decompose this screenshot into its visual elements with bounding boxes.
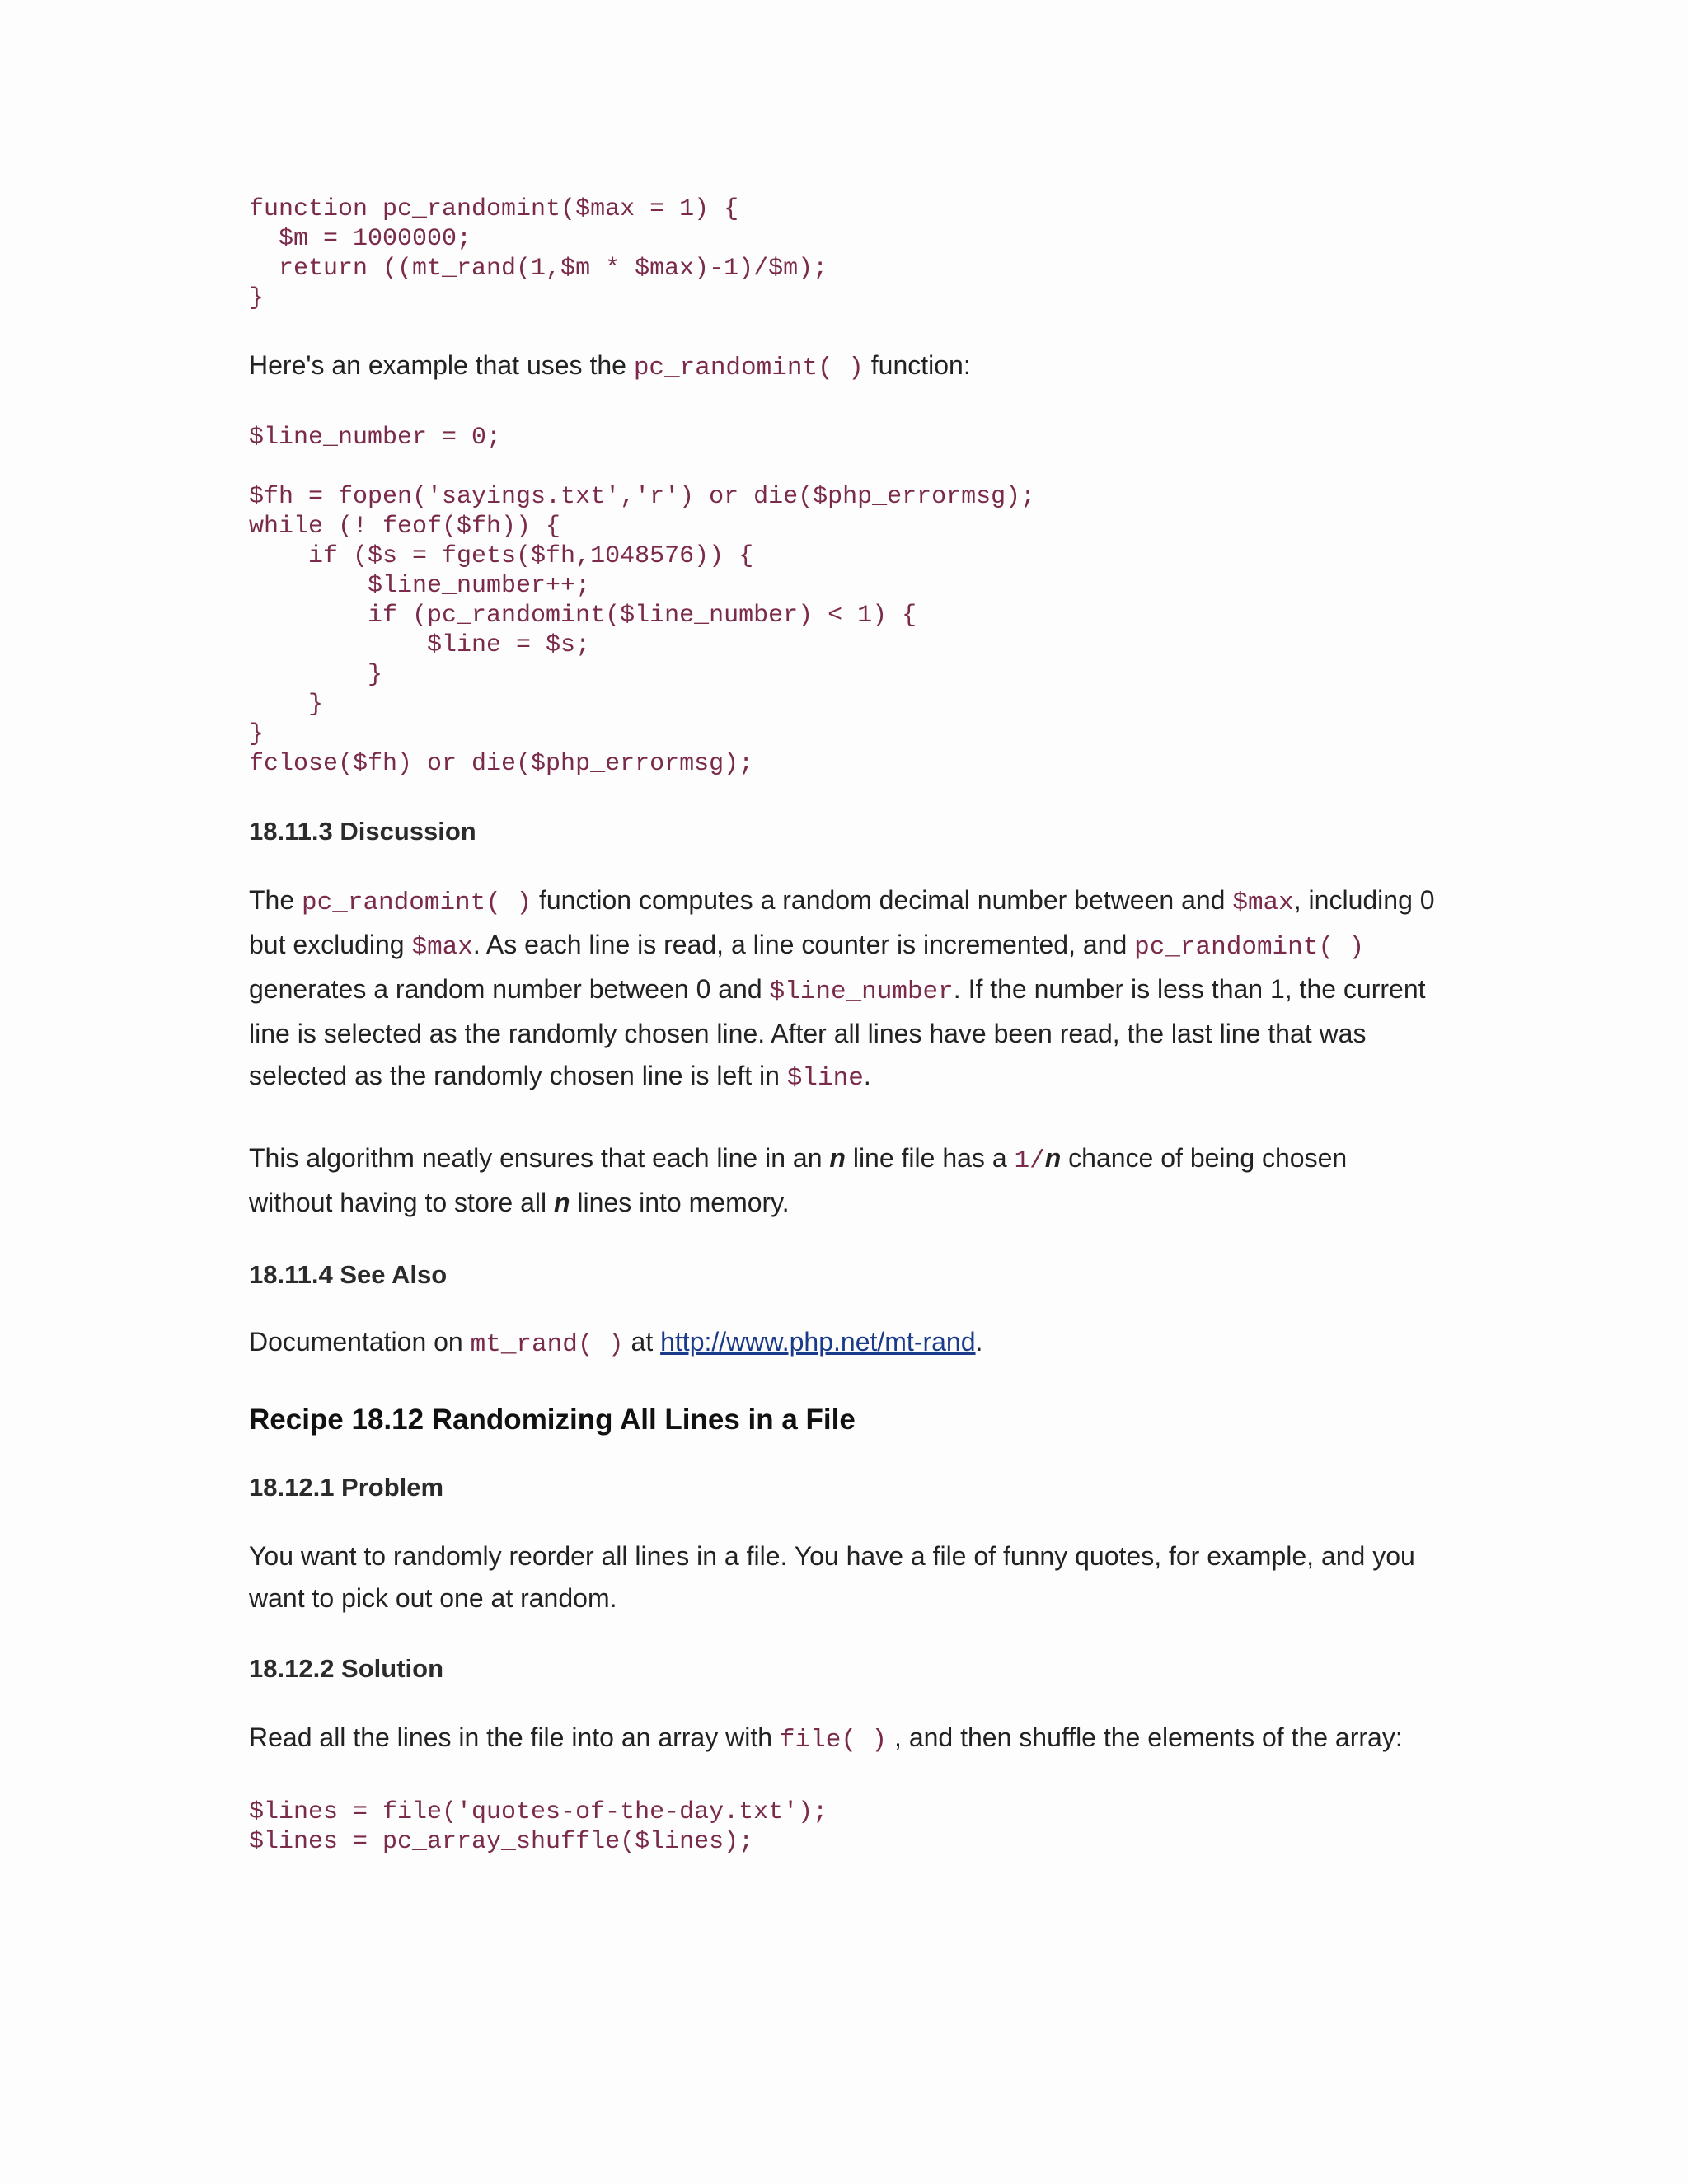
code-line: } — [249, 720, 265, 748]
code-line: $fh = fopen('sayings.txt','r') or die($php_errormsg); — [249, 483, 1036, 511]
code-line: } — [249, 284, 265, 312]
inline-code: $line_number — [769, 977, 954, 1006]
document-page — [249, 194, 1436, 1857]
code-block-randomint — [249, 194, 1436, 313]
recipe-title: Recipe 18.12 Randomizing All Lines in a File — [249, 1404, 856, 1436]
php-mt-rand-link[interactable]: http://www.php.net/mt-rand — [660, 1327, 976, 1357]
variable-n: n — [553, 1188, 570, 1217]
example-intro-paragraph: Here's an example that uses the pc_randomint( ) function: — [249, 350, 971, 382]
inline-code: pc_randomint( ) — [1134, 933, 1365, 962]
code-line: $m = 1000000; — [249, 225, 472, 253]
inline-code: file( ) — [779, 1726, 888, 1755]
variable-n: n — [1044, 1143, 1062, 1173]
problem-paragraph: You want to randomly reorder all lines in a file. You have a file of funny quotes, for example, and you want to pick out one at random. — [249, 1541, 1415, 1613]
variable-n: n — [829, 1143, 846, 1173]
code-line: fclose($fh) or die($php_errormsg); — [249, 750, 754, 778]
code-line: $line = $s; — [249, 631, 591, 659]
see-also-paragraph: Documentation on mt_rand( ) at http://www.php.net/mt-rand. — [249, 1327, 983, 1359]
code-line: if (pc_randomint($line_number) < 1) { — [249, 602, 917, 630]
see-also-heading: 18.11.4 See Also — [249, 1260, 448, 1289]
inline-code: pc_randomint( ) — [302, 888, 532, 917]
code-block-example — [249, 423, 1436, 779]
code-line — [249, 452, 1436, 482]
code-line: } — [249, 661, 383, 689]
code-line: while (! feof($fh)) { — [249, 513, 561, 541]
inline-code: $line — [786, 1064, 864, 1093]
code-line: return ((mt_rand(1,$m * $max)-1)/$m); — [249, 255, 828, 283]
solution-heading: 18.12.2 Solution — [249, 1654, 444, 1683]
discussion-heading: 18.11.3 Discussion — [249, 817, 476, 846]
code-block-shuffle — [249, 1797, 1436, 1857]
inline-code: $max — [411, 933, 473, 962]
inline-code: 1/ — [1014, 1146, 1045, 1175]
code-line: if ($s = fgets($fh,1048576)) { — [249, 542, 754, 570]
code-line: $lines = pc_array_shuffle($lines); — [249, 1828, 754, 1856]
code-line: $lines = file('quotes-of-the-day.txt'); — [249, 1798, 828, 1826]
code-line: $line_number++; — [249, 572, 591, 600]
inline-code: pc_randomint( ) — [633, 354, 864, 382]
discussion-paragraph-1: The pc_randomint( ) function computes a random decimal number between and $max, including 0 but excluding $max. As each line is read, a line counter is incremented, and pc_randomint( ) generates a random number between 0 and $line_number. If the number is less than 1, the current line is selected as the randomly chosen line. After all lines have been read, the last line that was selected as the randomly chosen line is left in $line. — [249, 885, 1435, 1093]
inline-code: $max — [1232, 888, 1294, 917]
inline-code: mt_rand( ) — [470, 1330, 624, 1359]
code-line: $line_number = 0; — [249, 424, 502, 452]
code-line: function pc_randomint($max = 1) { — [249, 195, 739, 223]
code-line: } — [249, 691, 324, 719]
solution-paragraph: Read all the lines in the file into an array with file( ) , and then shuffle the elements of the array: — [249, 1722, 1403, 1755]
discussion-paragraph-2: This algorithm neatly ensures that each line in an n line file has a 1/n chance of being chosen without having to store all n lines into memory. — [249, 1143, 1348, 1217]
problem-heading: 18.12.1 Problem — [249, 1473, 444, 1502]
